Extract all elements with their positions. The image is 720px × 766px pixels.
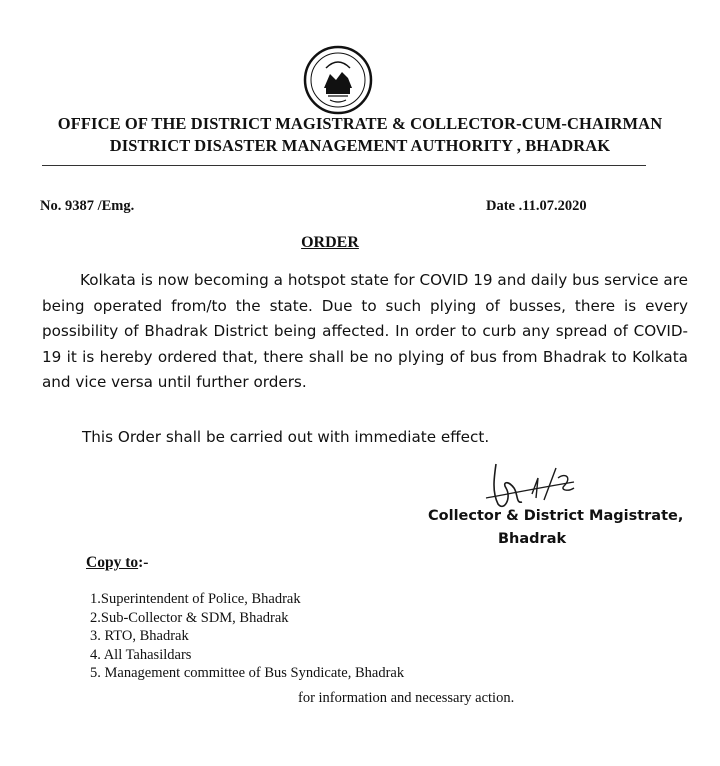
signatory-place: Bhadrak	[498, 531, 567, 547]
order-date: Date .11.07.2020	[486, 198, 587, 214]
reference-number: No. 9387 /Emg.	[40, 198, 135, 214]
office-heading: OFFICE OF THE DISTRICT MAGISTRATE & COLLECTOR-CUM-CHAIRMAN	[57, 114, 663, 133]
order-paragraph	[42, 268, 688, 396]
signatory-title: Collector & District Magistrate,	[428, 508, 684, 524]
list-item: 4. All Tahasildars	[90, 646, 192, 663]
header-divider	[42, 165, 646, 166]
copy-to-label: Copy to	[86, 554, 139, 571]
list-item: 1.Superintendent of Police, Bhadrak	[90, 591, 301, 607]
copy-to-heading	[86, 554, 148, 572]
order-title: ORDER	[301, 234, 359, 251]
order-paragraph-text: Kolkata is now becoming a hotspot state for COVID 19 and daily bus service are being operated from/to the state. Due to such plying of busses, there is every possibility of Bhadrak District being affected. In order to curb any spread of COVID-19 it is hereby ordered that, there shall be no plying of bus from Bhadrak to Kolkata and vice versa until further orders.	[42, 271, 688, 392]
list-item: 3. RTO, Bhadrak	[90, 628, 189, 644]
government-emblem-logo	[302, 44, 374, 116]
copy-to-list	[90, 590, 404, 683]
list-item: 2.Sub-Collector & SDM, Bhadrak	[90, 609, 289, 626]
authority-heading: DISTRICT DISASTER MANAGEMENT AUTHORITY , BHADRAK	[109, 136, 611, 155]
order-effect-statement: This Order shall be carried out with immediate effect.	[82, 428, 490, 446]
closing-line: for information and necessary action.	[298, 690, 515, 706]
copy-to-suffix: :-	[138, 554, 149, 571]
list-item: 5. Management committee of Bus Syndicate, Bhadrak	[90, 665, 405, 681]
